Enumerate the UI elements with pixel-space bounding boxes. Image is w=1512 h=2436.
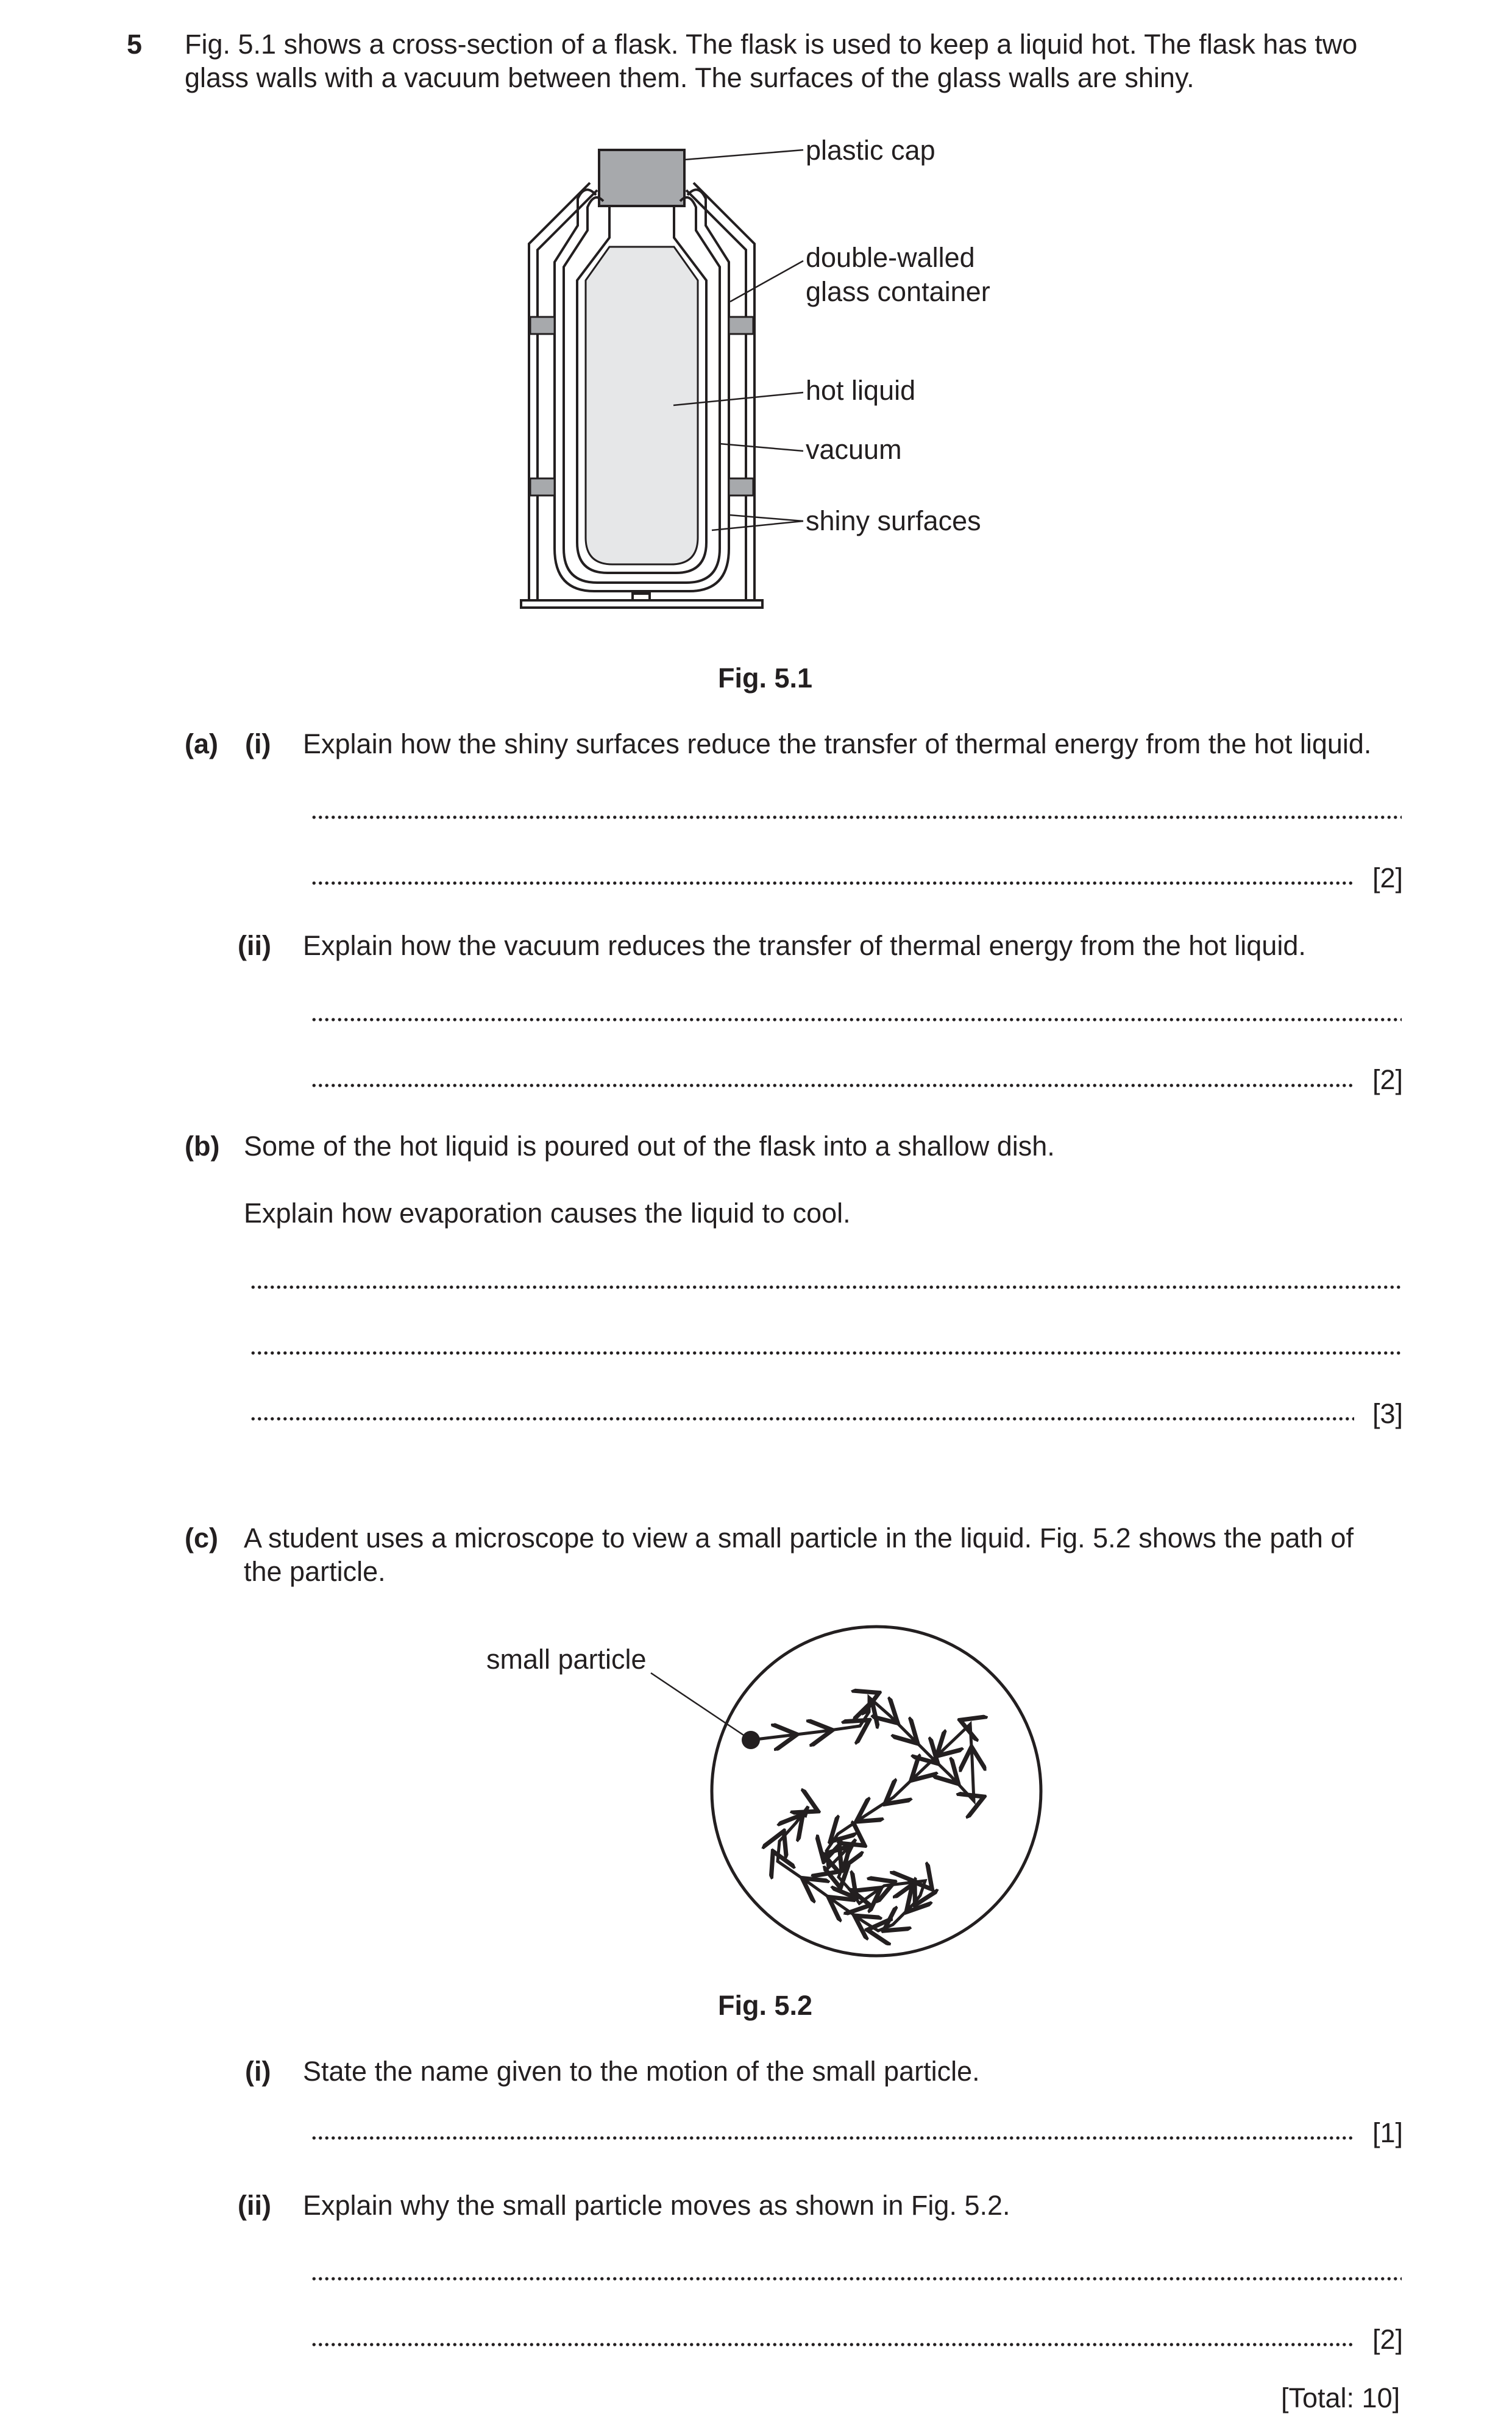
question-intro-line1: Fig. 5.1 shows a cross-section of a flask. The flask is used to keep a liquid hot. The flask has two bbox=[185, 29, 1358, 60]
part-c-text-line2: the particle. bbox=[244, 1556, 386, 1587]
part-b-text1: Some of the hot liquid is poured out of the flask into a shallow dish. bbox=[244, 1131, 1055, 1162]
part-a-label: (a) bbox=[185, 728, 218, 759]
marks-c-i: [1] bbox=[1372, 2117, 1404, 2148]
part-a-ii-label: (ii) bbox=[238, 930, 271, 961]
part-c-text-line1: A student uses a microscope to view a small particle in the liquid. Fig. 5.2 shows the path of bbox=[244, 1522, 1354, 1554]
answer-line[interactable] bbox=[311, 2136, 1354, 2140]
part-b-text2: Explain how evaporation causes the liquid to cool. bbox=[244, 1198, 851, 1229]
marks-c-ii: [2] bbox=[1372, 2324, 1404, 2355]
question-intro-line2: glass walls with a vacuum between them. The surfaces of the glass walls are shiny. bbox=[185, 62, 1194, 93]
part-c-label: (c) bbox=[185, 1522, 218, 1554]
label-double-walled: double-walled bbox=[806, 242, 975, 273]
total-marks: [Total: 10] bbox=[1281, 2382, 1400, 2413]
label-small-particle: small particle bbox=[486, 1644, 647, 1675]
part-c-ii-label: (ii) bbox=[238, 2190, 271, 2221]
label-hot-liquid: hot liquid bbox=[806, 375, 916, 406]
part-c-i-text: State the name given to the motion of the small particle. bbox=[303, 2056, 980, 2087]
part-a-i-text: Explain how the shiny surfaces reduce the transfer of thermal energy from the hot liquid. bbox=[303, 728, 1372, 759]
label-glass-container: glass container bbox=[806, 276, 990, 307]
part-b-label: (b) bbox=[185, 1131, 220, 1162]
fig52-caption: Fig. 5.2 bbox=[718, 1990, 813, 2021]
marks-a-i: [2] bbox=[1372, 862, 1404, 893]
part-c-ii-text: Explain why the small particle moves as shown in Fig. 5.2. bbox=[303, 2190, 1010, 2221]
small-particle-dot bbox=[742, 1731, 760, 1749]
part-a-ii-text: Explain how the vacuum reduces the transfer of thermal energy from the hot liquid. bbox=[303, 930, 1306, 961]
label-plastic-cap: plastic cap bbox=[806, 135, 935, 166]
question-number: 5 bbox=[127, 29, 143, 60]
part-c-i-label: (i) bbox=[245, 2056, 271, 2087]
marks-a-ii: [2] bbox=[1372, 1064, 1404, 1095]
particle-path bbox=[751, 1697, 974, 1931]
label-shiny-surfaces: shiny surfaces bbox=[806, 505, 981, 536]
answer-line[interactable] bbox=[311, 2277, 1402, 2281]
part-a-i-label: (i) bbox=[245, 728, 271, 759]
marks-b: [3] bbox=[1372, 1398, 1404, 1429]
fig51-caption: Fig. 5.1 bbox=[718, 662, 813, 694]
label-vacuum: vacuum bbox=[806, 434, 902, 465]
microscope-view-circle bbox=[712, 1627, 1041, 1956]
answer-line[interactable] bbox=[311, 2343, 1354, 2346]
